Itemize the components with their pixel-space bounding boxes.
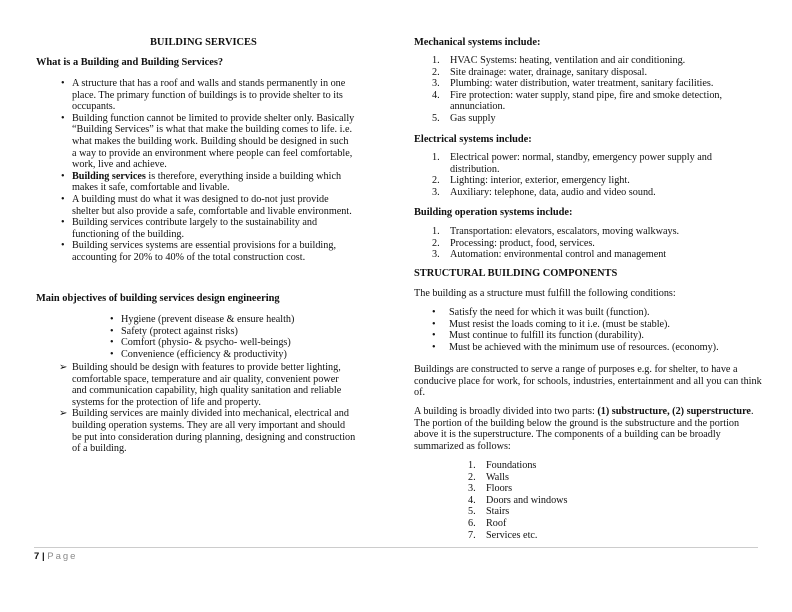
list-item xyxy=(61,240,354,263)
list-item xyxy=(61,193,354,217)
text-line xyxy=(72,171,354,183)
bullet-icon: • xyxy=(432,341,436,353)
text-line: Doors and windows xyxy=(486,494,568,506)
list-item xyxy=(59,408,356,455)
text-line: Hygiene (prevent disease & ensure health) xyxy=(121,314,295,325)
bullet-icon: • xyxy=(432,307,436,318)
section-heading-objectives: Main objectives of building services design engineering xyxy=(36,293,280,304)
text-line: Building function cannot be limited to provide shelter only. Basically xyxy=(72,112,355,124)
list-number: 5. xyxy=(468,506,476,518)
text-line: The building as a structure must fulfill the following conditions: xyxy=(414,288,676,299)
list-item xyxy=(468,517,568,530)
arrow-bullet-icon: ➢ xyxy=(59,408,68,420)
list-item xyxy=(432,226,680,238)
operation-list xyxy=(432,226,680,261)
bullet-icon: • xyxy=(110,337,114,349)
text-line: Electrical power: normal, standby, emergency power supply and xyxy=(450,152,712,163)
text-line: Site drainage: water, drainage, sanitary disposal. xyxy=(450,66,648,78)
text-line: shelter but also provide a safe, comfortable and livable environment. xyxy=(72,205,352,217)
bullet-icon: • xyxy=(110,325,114,337)
text-line: Gas supply xyxy=(450,112,496,124)
list-item xyxy=(432,112,722,125)
bullet-icon: • xyxy=(61,170,65,182)
text-line: of. xyxy=(414,387,426,399)
list-number: 7. xyxy=(468,529,476,541)
text-line: Walls xyxy=(486,471,509,483)
text-line: Foundations xyxy=(486,460,537,471)
bullet-icon: • xyxy=(61,193,65,205)
list-item xyxy=(432,307,719,319)
text-line: Building should be design with features to provide better lighting, xyxy=(72,362,341,373)
bullet-icon: • xyxy=(61,78,65,89)
footer-divider xyxy=(34,547,758,548)
list-item xyxy=(110,314,295,326)
text-line: Stairs xyxy=(486,506,510,518)
bullet-icon: • xyxy=(61,217,65,229)
components-list xyxy=(468,460,568,541)
text-line: a way to provide an environment where people can feel comfortable, xyxy=(72,147,353,159)
text-line: distribution. xyxy=(450,163,500,175)
text-line: Building services are mainly divided into mechanical, electrical and xyxy=(72,408,349,420)
list-item xyxy=(468,529,568,542)
bullet-icon: • xyxy=(432,318,436,330)
text-line: HVAC Systems: heating, ventilation and air conditioning. xyxy=(450,55,686,66)
document-title: BUILDING SERVICES xyxy=(150,37,257,48)
list-number: 4. xyxy=(432,89,440,101)
bullet-icon: • xyxy=(432,330,436,342)
list-number: 5. xyxy=(432,112,440,124)
text-line: Automation: environmental control and management xyxy=(450,249,667,261)
bullet-icon: • xyxy=(110,314,114,325)
text-line: Services etc. xyxy=(486,529,538,541)
list-item xyxy=(432,66,722,79)
text-line: Roof xyxy=(486,517,507,529)
text-line: building operation systems. They are all very important and should xyxy=(72,419,346,431)
text-line: functioning of the building. xyxy=(72,228,185,240)
list-item xyxy=(61,112,355,171)
text-line: Building services systems are essential provisions for a building, xyxy=(72,240,336,252)
text-line: Satisfy the need for which it was built (function). xyxy=(449,307,650,318)
text-line: place. The primary function of buildings is to provide shelter to its xyxy=(72,89,343,101)
bold-text: (1) substructure, (2) superstructure xyxy=(597,406,751,417)
list-item xyxy=(432,152,712,175)
text-line: Must resist the loads coming to it i.e. (must be stable). xyxy=(449,318,670,330)
page-number: 7 xyxy=(34,551,40,562)
text-line: The portion of the building below the ground is the substructure and the portion xyxy=(414,417,740,429)
text-line: summarized as follows: xyxy=(414,440,511,452)
text-line: accounting for 20% to 40% of the total construction cost. xyxy=(72,251,306,263)
list-item xyxy=(432,89,723,113)
text-line: Lighting: interior, exterior, emergency light. xyxy=(450,175,630,187)
electrical-list xyxy=(432,152,712,198)
what-is-bullet-list xyxy=(61,78,355,264)
text-line: makes it safe, comfortable and livable. xyxy=(72,182,230,194)
text-segment: is therefore, everything inside a building which xyxy=(145,170,342,182)
section-heading-what-is: What is a Building and Building Services? xyxy=(36,57,224,68)
list-item xyxy=(61,217,354,240)
text-line: what makes the building work. Building should be designed in such xyxy=(72,135,349,147)
mechanical-list xyxy=(432,55,723,125)
list-number: 3. xyxy=(432,78,440,90)
list-number: 4. xyxy=(468,494,476,506)
conditions-bullet-list xyxy=(432,307,719,353)
list-item xyxy=(61,78,354,113)
text-line: be put into consideration during planning, designing and construction xyxy=(72,431,356,443)
list-item xyxy=(432,341,719,354)
list-item xyxy=(432,318,719,331)
text-line: “Building Services” is what that make the building comes to life. i.e. xyxy=(72,124,353,136)
list-number: 3. xyxy=(468,483,476,495)
text-line: Buildings are constructed to serve a range of purposes e.g. for shelter, to have a xyxy=(414,364,738,375)
list-item xyxy=(432,175,712,187)
text-line: occupants. xyxy=(72,101,116,113)
list-item xyxy=(110,337,294,349)
text-line: above it is the superstructure. The components of a building can be broadly xyxy=(414,429,721,441)
list-number: 3. xyxy=(432,186,440,198)
list-item xyxy=(468,494,568,507)
bold-text: Building services xyxy=(72,170,146,182)
objectives-arrow-list xyxy=(59,362,356,455)
list-item xyxy=(110,325,294,338)
text-segment: A building is broadly divided into two parts: xyxy=(414,406,598,417)
list-number: 1. xyxy=(432,226,440,237)
list-number: 2. xyxy=(432,237,440,249)
list-number: 2. xyxy=(432,175,440,187)
list-item xyxy=(432,78,722,90)
text-line: Fire protection: water supply, stand pipe, fire and smoke detection, xyxy=(450,89,723,101)
list-number: 1. xyxy=(432,55,440,66)
text-line: comfortable space, temperature and air quality, convenient power xyxy=(72,373,339,385)
text-line: A building must do what it was designed to do-not just provide xyxy=(72,193,329,205)
text-line: Must continue to fulfill its function (durability). xyxy=(449,330,644,342)
text-line: of a building. xyxy=(72,443,127,455)
structural-heading: STRUCTURAL BUILDING COMPONENTS xyxy=(414,268,618,279)
text-line: Comfort (physio- & psycho- well-beings) xyxy=(121,337,291,349)
list-item xyxy=(432,330,719,342)
purposes-paragraph xyxy=(414,364,762,399)
list-item xyxy=(432,55,722,67)
list-item xyxy=(468,471,568,484)
list-item xyxy=(61,170,354,194)
text-line: A structure that has a roof and walls and stands permanently in one xyxy=(72,78,346,89)
bullet-icon: • xyxy=(61,112,65,124)
text-line: Plumbing: water distribution, water treatment, sanitary facilities. xyxy=(450,78,714,90)
mechanical-heading: Mechanical systems include: xyxy=(414,37,541,48)
list-item xyxy=(110,348,294,361)
text-line: Safety (protect against risks) xyxy=(121,325,238,337)
text-line: Building services contribute largely to the sustainability and xyxy=(72,217,318,229)
page-label: Page xyxy=(47,551,78,562)
text-line: work, live and achieve. xyxy=(72,159,167,171)
parts-paragraph xyxy=(414,406,753,452)
text-line xyxy=(414,406,753,418)
text-line: Auxiliary: telephone, data, audio and video sound. xyxy=(450,186,656,198)
text-line: Processing: product, food, services. xyxy=(450,237,595,249)
bullet-icon: • xyxy=(110,348,114,360)
footer-separator: | xyxy=(41,551,45,562)
list-item xyxy=(432,186,712,199)
list-number: 6. xyxy=(468,517,476,529)
bullet-icon: • xyxy=(61,240,65,252)
arrow-bullet-icon: ➢ xyxy=(59,362,68,373)
text-line: and communication capability, high quality sanitation and reliable xyxy=(72,385,342,397)
electrical-heading: Electrical systems include: xyxy=(414,134,532,145)
objectives-bullet-list xyxy=(110,314,295,360)
list-number: 1. xyxy=(468,460,476,471)
list-number: 1. xyxy=(432,152,440,163)
structural-intro xyxy=(414,288,676,300)
operation-heading: Building operation systems include: xyxy=(414,207,573,218)
list-number: 2. xyxy=(432,66,440,78)
text-line: annunciation. xyxy=(450,101,506,113)
text-line: Must be achieved with the minimum use of resources. (economy). xyxy=(449,341,719,353)
text-line: Convenience (efficiency & productivity) xyxy=(121,348,287,360)
list-item xyxy=(432,249,679,261)
list-item xyxy=(468,483,568,495)
list-number: 3. xyxy=(432,249,440,261)
list-item xyxy=(432,237,679,250)
list-item xyxy=(59,362,355,408)
text-line: systems for the protection of life and property. xyxy=(72,396,261,408)
text-line: Transportation: elevators, escalators, moving walkways. xyxy=(450,226,680,237)
text-segment: . xyxy=(750,406,754,417)
list-number: 2. xyxy=(468,471,476,483)
text-line: Floors xyxy=(486,483,513,495)
list-item xyxy=(468,460,568,472)
text-line: conducive place for work, for schools, industries, entertainment and all you can think xyxy=(414,375,762,387)
list-item xyxy=(468,506,568,518)
page-footer xyxy=(34,551,77,562)
